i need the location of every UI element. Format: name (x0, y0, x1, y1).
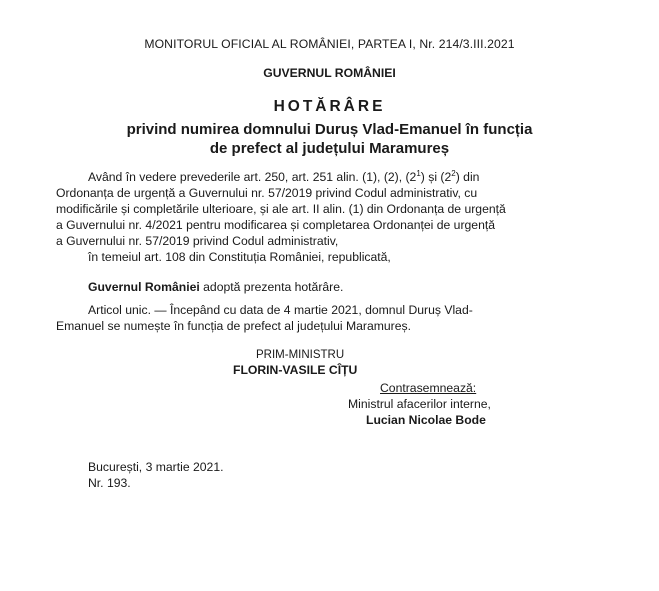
minister-name: Lucian Nicolae Bode (366, 413, 486, 427)
preamble-line-6: în temeiul art. 108 din Constituția României, republicată, (88, 250, 391, 264)
superscript: 1 (416, 168, 421, 178)
place-date: București, 3 martie 2021. (88, 460, 224, 474)
article-line-1: Articol unic. — Începând cu data de 4 martie 2021, domnul Duruș Vlad- (88, 303, 473, 317)
document-subtitle-line-1: privind numirea domnului Duruș Vlad-Emanuel în funcția (126, 121, 533, 138)
document-heading: HOTĂRÂRE (273, 98, 386, 115)
superscript: 2 (451, 168, 456, 178)
adoption-rest: adoptă prezenta hotărâre. (199, 280, 344, 294)
article-line-2: Emanuel se numește în funcția de prefect al județului Maramureș. (56, 319, 411, 333)
publication-header: MONITORUL OFICIAL AL ROMÂNIEI, PARTEA I, Nr. 214/3.III.2021 (144, 37, 515, 51)
preamble-text: ) și (2 (420, 170, 452, 184)
preamble-line-2: Ordonanța de urgență a Guvernului nr. 57/2019 privind Codul administrativ, cu (56, 186, 478, 200)
issuer-name: GUVERNUL ROMÂNIEI (263, 66, 396, 80)
countersign-label: Contrasemnează: (380, 381, 477, 395)
document-subtitle-line-2: de prefect al județului Maramureș (209, 140, 450, 157)
preamble-line-5: a Guvernului nr. 57/2019 privind Codul administrativ, (56, 234, 339, 248)
preamble-line-4: a Guvernului nr. 4/2021 pentru modificarea și completarea Ordonanței de urgență (56, 218, 496, 232)
decision-number: Nr. 193. (88, 476, 131, 490)
pm-title: PRIM-MINISTRU (256, 349, 345, 361)
preamble-text: ) din (455, 170, 480, 184)
preamble-text: Având în vedere prevederile art. 250, art. 251 alin. (1), (2), (2 (88, 170, 417, 184)
preamble-line-1 (88, 170, 479, 185)
minister-title: Ministrul afacerilor interne, (348, 397, 491, 411)
adoption-bold: Guvernul României (88, 280, 200, 294)
adoption-statement (88, 280, 343, 295)
pm-name: FLORIN-VASILE CÎȚU (233, 363, 358, 377)
preamble-line-3: modificările și completările ulterioare, și ale art. II alin. (1) din Ordonanța de urgență (56, 202, 506, 216)
